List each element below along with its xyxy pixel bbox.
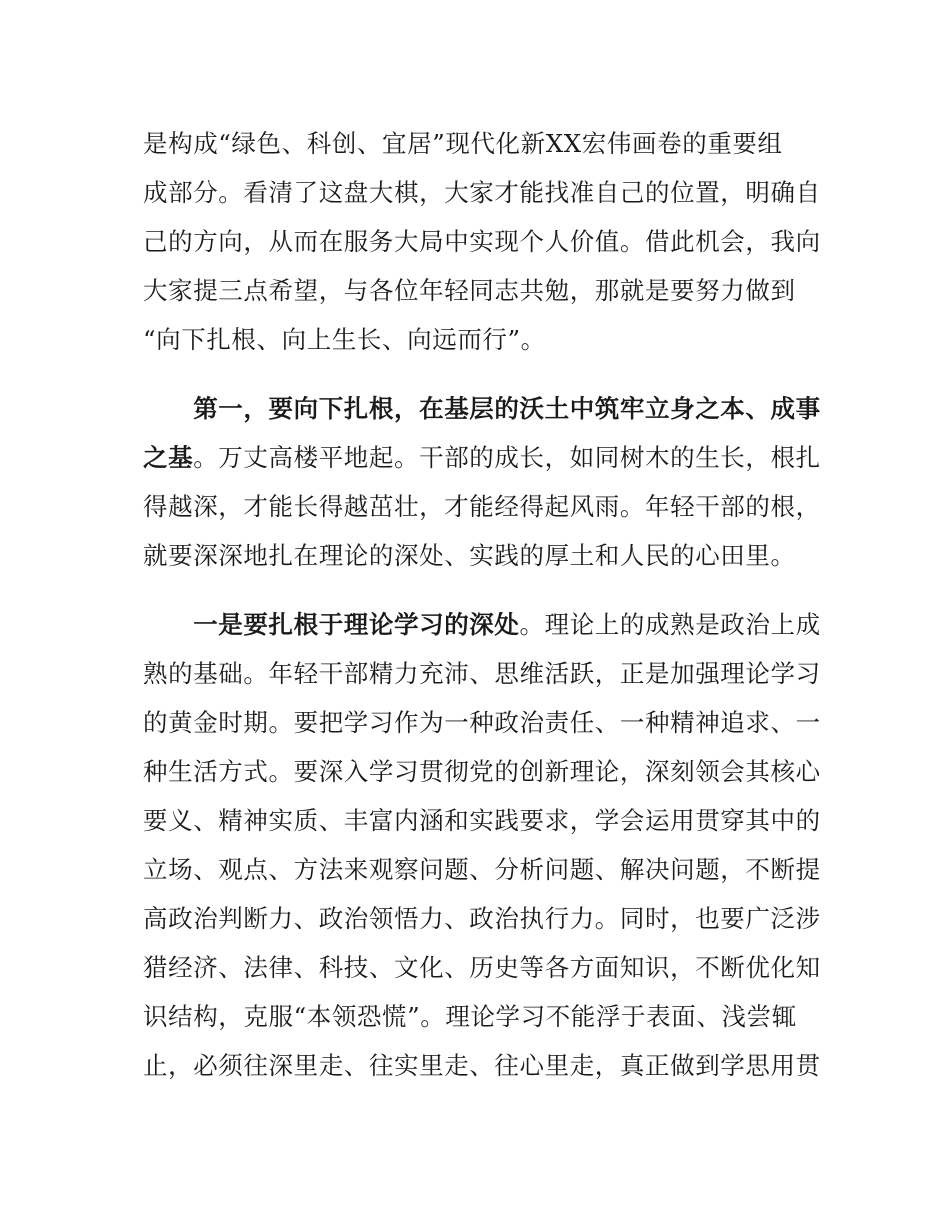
paragraph-line: 得越深，才能长得越茁壮，才能经得起风雨。年轻干部的根， xyxy=(143,492,821,521)
paragraph-3 xyxy=(143,600,821,1090)
paragraph-line: 立场、观点、方法来观察问题、分析问题、解决问题，不断提 xyxy=(143,855,821,884)
paragraph-line: “向下扎根、向上生长、向远而行”。 xyxy=(143,325,546,354)
subsection-heading: 一是要扎根于理论学习的深处 xyxy=(143,610,520,639)
paragraph-line: 要义、精神实质、丰富内涵和实践要求，学会运用贯穿其中的 xyxy=(143,806,821,835)
paragraph-text: 。万丈高楼平地起。干部的成长，如同树木的生长，根扎 xyxy=(193,443,821,472)
paragraph-line: 猎经济、法律、科技、文化、历史等各方面知识，不断优化知 xyxy=(143,953,821,982)
paragraph-line: 高政治判断力、政治领悟力、政治执行力。同时，也要广泛涉 xyxy=(143,904,821,933)
paragraph-line: 是构成“绿色、科创、宜居”现代化新XX宏伟画卷的重要组 xyxy=(143,129,783,158)
paragraph-1 xyxy=(143,119,821,364)
paragraph-line: 止，必须往深里走、往实里走、往心里走，真正做到学思用贯 xyxy=(143,1051,821,1080)
paragraph-line: 就要深深地扎在理论的深处、实践的厚土和人民的心田里。 xyxy=(143,541,796,570)
paragraph-line xyxy=(143,433,821,482)
paragraph-line: 大家提三点希望，与各位年轻同志共勉，那就是要努力做到 xyxy=(143,276,796,305)
paragraph-text: 。理论上的成熟是政治上成 xyxy=(519,610,821,639)
paragraph-line: 种生活方式。要深入学习贯彻党的创新理论，深刻领会其核心 xyxy=(143,757,821,786)
paragraph-line: 的黄金时期。要把学习作为一种政治责任、一种精神追求、一 xyxy=(143,708,821,737)
paragraph-line: 己的方向，从而在服务大局中实现个人价值。借此机会，我向 xyxy=(143,227,821,256)
paragraph-line: 熟的基础。年轻干部精力充沛、思维活跃，正是加强理论学习 xyxy=(143,659,821,688)
paragraph-line xyxy=(143,600,821,649)
paragraph-line: 成部分。看清了这盘大棋，大家才能找准自己的位置，明确自 xyxy=(143,178,821,207)
paragraph-2 xyxy=(143,384,821,580)
section-heading-end: 之基 xyxy=(143,443,194,472)
paragraph-line: 识结构，克服“本领恐慌”。理论学习不能浮于表面、浅尝辄 xyxy=(143,1002,797,1031)
section-heading: 第一，要向下扎根，在基层的沃土中筑牢立身之本、成事 xyxy=(143,394,821,423)
